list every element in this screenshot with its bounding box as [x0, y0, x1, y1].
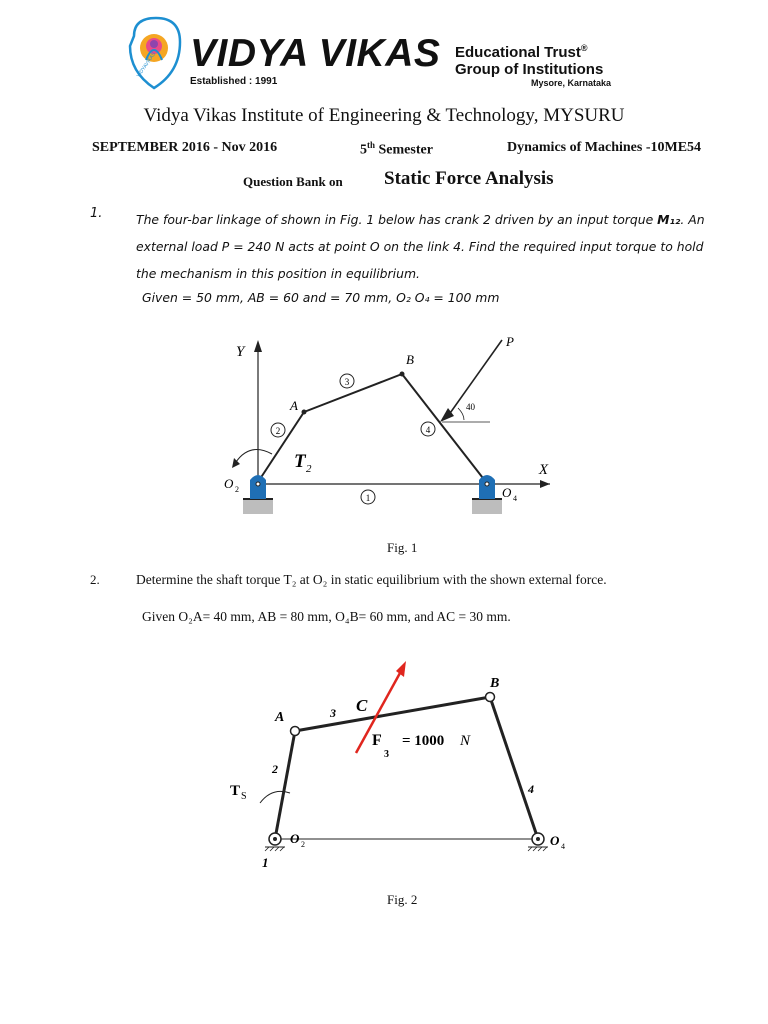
topic-title: Static Force Analysis — [384, 168, 554, 189]
svg-text:2: 2 — [235, 485, 239, 494]
label-c: C — [356, 696, 368, 715]
q2-given: Given O₂A= 40 mm, AB = 80 mm, O₄B= 60 mm, and AC = 30 mm. — [142, 609, 511, 624]
svg-text:2: 2 — [301, 840, 305, 849]
joint-b — [486, 693, 495, 702]
joint-a — [302, 410, 307, 415]
label-f3: F — [372, 732, 382, 749]
label-x: X — [538, 462, 548, 478]
torque-ts-arc — [260, 791, 290, 803]
trust-line1: Educational Trust — [455, 44, 581, 61]
label-b: B — [406, 352, 414, 367]
link-4 — [490, 697, 538, 839]
q2-number: 2. — [90, 572, 100, 587]
svg-text:S: S — [241, 791, 247, 802]
session: SEPTEMBER 2016 - Nov 2016 — [92, 140, 278, 155]
fig2-linkage-diagram — [220, 655, 590, 875]
q1-text: The four-bar linkage of shown in Fig. 1 below has crank 2 driven by an input torque M₁₂. An external load P = 240 N acts at point O on the link 4. Find the required input torque to hold the mechanism in this position in equilibrium. — [136, 212, 705, 281]
label-b: B — [490, 676, 500, 691]
x-axis-arrow — [540, 480, 550, 488]
label-o2: O — [290, 831, 300, 846]
label-o2: O — [224, 476, 234, 491]
fig1-four-bar-diagram — [210, 330, 550, 520]
subject: Dynamics of Machines -10ME54 — [507, 140, 702, 155]
established-year: Established : 1991 — [190, 76, 278, 87]
force-f3-arrow — [396, 661, 406, 677]
svg-text:4: 4 — [528, 782, 534, 796]
svg-text:3: 3 — [344, 377, 350, 387]
ground-o4 — [472, 500, 502, 514]
link-3 — [304, 374, 402, 412]
location: Mysore, Karnataka — [531, 78, 612, 88]
trust-name — [455, 40, 603, 78]
semester: 5th Semester — [360, 140, 433, 158]
torque-t2-arc — [236, 450, 272, 463]
label-a: A — [275, 710, 285, 725]
label-t2: T — [294, 451, 306, 472]
angle-arc — [458, 408, 464, 420]
pivot-o2 — [250, 475, 266, 499]
q1-given: Given = 50 mm, AB = 60 and = 70 mm, O₂ O₄ = 100 mm — [142, 290, 500, 305]
question-bank-label: Question Bank on — [243, 174, 343, 189]
joint-b — [400, 372, 405, 377]
q2-text: Determine the shaft torque T₂ at O₂ in static equilibrium with the shown external force. — [136, 572, 607, 587]
flame-logo-icon — [124, 16, 194, 92]
svg-text:2: 2 — [306, 463, 312, 475]
svg-text:3: 3 — [330, 706, 336, 720]
y-axis-arrow — [254, 340, 262, 352]
pivot-o4 — [479, 475, 495, 499]
link-4 — [402, 374, 486, 482]
svg-text:4: 4 — [425, 425, 431, 435]
logo-caption: VIDYAVIKAS — [135, 51, 158, 79]
label-p: P — [506, 334, 514, 349]
svg-text:1: 1 — [262, 855, 269, 870]
ground-o2 — [243, 500, 273, 514]
label-y: Y — [236, 344, 245, 360]
svg-text:4: 4 — [561, 842, 565, 851]
svg-text:4: 4 — [513, 494, 517, 503]
link-2 — [275, 731, 295, 839]
link-3 — [295, 697, 490, 731]
fig1-caption: Fig. 1 — [387, 540, 418, 555]
brand-name: VIDYA VIKAS — [190, 32, 441, 75]
svg-text:3: 3 — [384, 749, 389, 760]
label-ts: T — [230, 783, 241, 799]
svg-text:2: 2 — [272, 762, 278, 776]
trust-line2: Group of Institutions — [455, 61, 604, 78]
q1-number: 1. — [90, 206, 103, 221]
label-force-value: = 1000 — [402, 733, 445, 749]
force-p-line — [448, 340, 502, 416]
joint-a — [291, 727, 300, 736]
svg-text:1: 1 — [365, 493, 371, 503]
institute-name: Vidya Vikas Institute of Engineering & Technology, MYSURU — [143, 105, 625, 126]
label-a: A — [290, 398, 298, 413]
fig2-caption: Fig. 2 — [387, 892, 418, 907]
label-angle: 40 — [466, 402, 475, 412]
label-o4: O — [550, 833, 560, 848]
svg-text:2: 2 — [275, 426, 281, 436]
svg-text:N: N — [460, 733, 471, 749]
registered-mark: ® — [580, 43, 588, 53]
label-o4: O — [502, 485, 512, 500]
